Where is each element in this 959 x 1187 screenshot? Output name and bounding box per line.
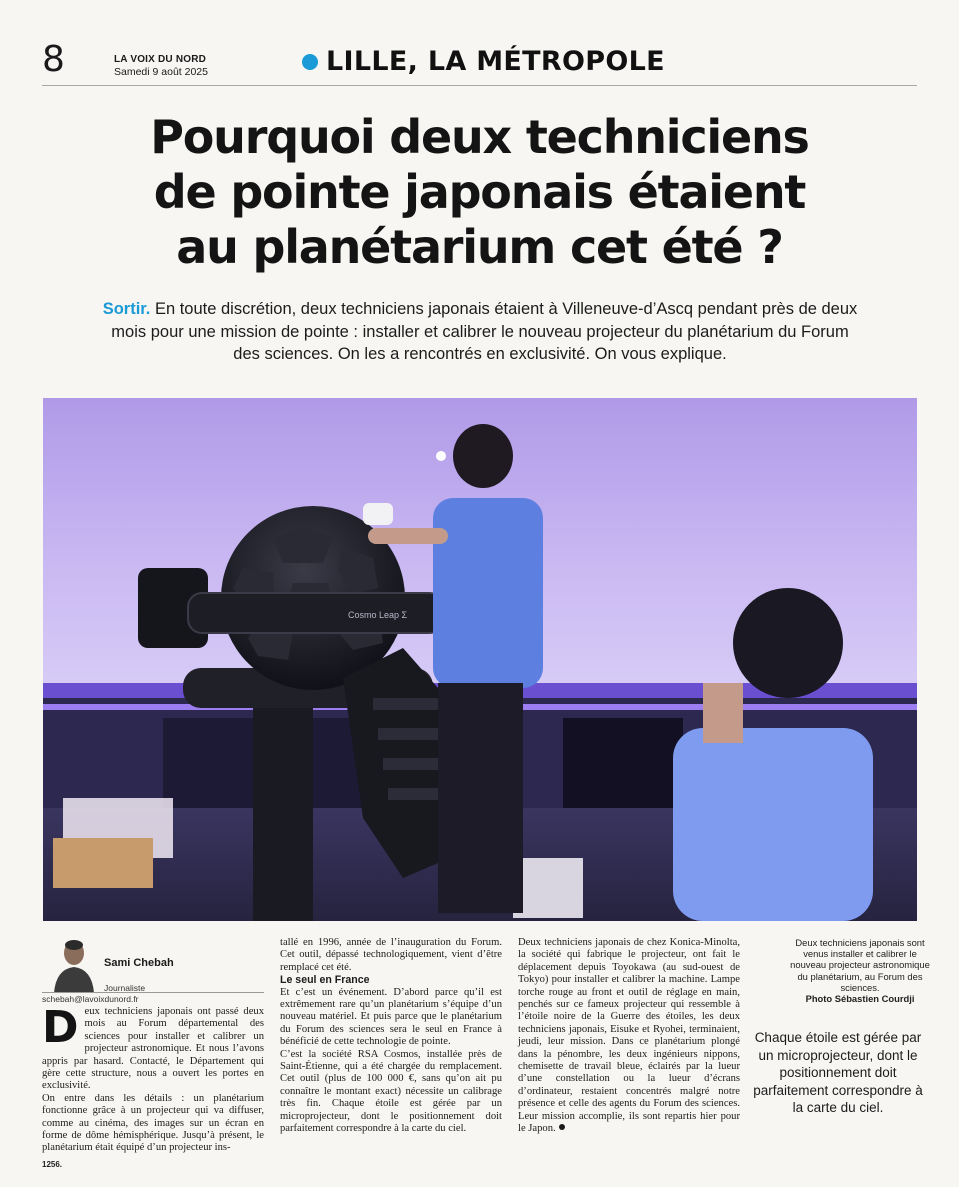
subheading: Le seul en France (280, 974, 370, 987)
article-lede (100, 298, 860, 366)
body-paragraph: On entre dans les détails : un planétarium fonctionne grâce à un projecteur qui va diffuser, comme au cinéma, des images sur un écran en forme de dôme hémisphérique. Jusqu’à présent, le planétarium était équipé d’un projecteur ins- (42, 1092, 264, 1154)
body-paragraph: Deux techniciens japonais ont passé deux mois au Forum départemental des sciences pour installer et calibrer un projecteur astronomique. Et nous l’avons appris par hasard. Contacté, le Département qui gère cette structure, nous a ouvert les portes en exclusivité. (42, 1002, 264, 1092)
projector-logo: Cosmo Leap Σ (348, 610, 408, 620)
author-name: Sami Chebah (104, 957, 174, 969)
dropcap: D (42, 1002, 79, 1053)
section-label: LILLE, LA MÉTROPOLE (326, 46, 665, 77)
page-number: 8 (42, 39, 65, 80)
lede-text: En toute discrétion, deux techniciens japonais étaient à Villeneuve-d’Ascq pendant près de deux mois pour une mission de pointe : installer et calibrer le nouveau projecteur du planétarium du Forum des sciences. On les a rencontrés en exclusivité. On vous explique. (111, 300, 858, 363)
author-avatar (48, 937, 100, 993)
article-headline (42, 110, 917, 275)
body-paragraph: tallé en 1996, année de l’inauguration du Forum. Cet outil, dépassé technologiquement, vient d’être remplacé cet été. (280, 937, 502, 973)
section-title (302, 46, 665, 77)
footer-code: 1256. (42, 1160, 63, 1169)
headline-line: Pourquoi deux techniciens (150, 110, 809, 164)
newspaper-name: LA VOIX DU NORD (114, 54, 207, 65)
pull-quote: Chaque étoile est gérée par un microprojecteur, dont le positionnement doit parfaitement correspondre à la carte du ciel. (753, 1030, 923, 1115)
caption-text: Deux techniciens japonais sont venus installer et calibrer le nouveau projecteur astronomique du planétarium, au Forum des sciences. (790, 937, 930, 993)
end-mark-icon (559, 1124, 565, 1130)
headline-line: de pointe japonais étaient (153, 165, 806, 219)
lede-kicker: Sortir. (102, 300, 151, 318)
issue-date: Samedi 9 août 2025 (114, 66, 208, 78)
page-header (42, 38, 917, 86)
article-photo (43, 398, 917, 921)
author-email: schebah@lavoixdunord.fr (42, 994, 139, 1004)
article-column-2 (280, 937, 502, 1136)
author-role: Journaliste (104, 983, 146, 993)
photo-credit: Photo Sébastien Courdji (805, 993, 915, 1005)
section-dot-icon (302, 54, 318, 70)
body-paragraph: Deux techniciens japonais de chez Konica-Minolta, la société qui fabrique le projecteur, ont fait le déplacement depuis Toyokawa (au sud-ouest de Tokyo) pour installer et calibrer la machine. Lampe torche rouge au front et outil de réglage en main, penchés sur ce fameux projecteur qui ressemble à l’étoile noire de la Guerre des étoiles, les deux techniciens japonais, Eisuke et Ryohei, terminaient, jeudi, leur mission. Dans ce planétarium plongé dans la pénombre, les deux ingénieurs nippons, chemisette de travail bleue, éclairés par la lueur d’une constellation ou la lueur d’écrans d’ordinateur, restaient concentrés malgré notre présence et celle des agents du Forum des sciences. Leur mission accomplie, ils sont repartis hier pour le Japon. (518, 937, 740, 1135)
article-column-1 (42, 1002, 264, 1155)
body-paragraph: C’est la société RSA Cosmos, installée près de Saint-Étienne, qui a été chargée du remplacement. Cet outil (plus de 100 000 €, sans qu’on ait pu connaître le montant exact) nécessite un calibrage très fin. Chaque étoile est gérée par un microprojecteur, dont le positionnement doit parfaitement correspondre à la carte du ciel. (280, 1048, 502, 1135)
headline-line: au planétarium cet été ? (176, 220, 783, 274)
article-column-3 (518, 937, 740, 1136)
body-paragraph: Et c’est un événement. D’abord parce qu’il est extrêmement rare qu’un planétarium s’équipe d’un nouveau matériel. Et puis parce que le planétarium du Forum des sciences sera le seul en France à bénéficié de cette technologie de pointe. (280, 986, 502, 1048)
byline-divider (42, 992, 264, 993)
photo-caption (790, 937, 930, 1004)
